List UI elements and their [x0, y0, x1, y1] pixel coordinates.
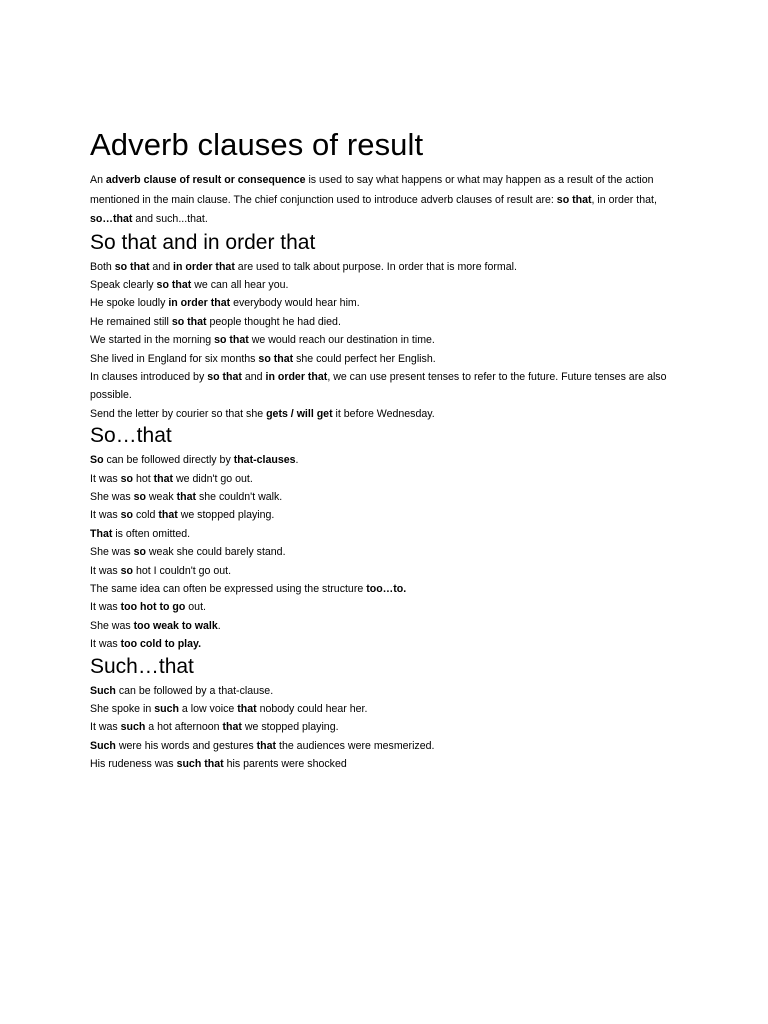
- bold-text: that: [153, 472, 174, 485]
- bold-text: so that: [156, 278, 192, 291]
- text-run: out.: [185, 601, 206, 614]
- text-run: were his words and gestures: [115, 739, 257, 752]
- example-line: [90, 368, 680, 405]
- text-run: Both: [90, 260, 115, 273]
- text-run: hot: [133, 472, 154, 485]
- bold-text: so: [120, 564, 133, 577]
- example-line: [90, 617, 680, 635]
- bold-text: in order that: [173, 260, 235, 273]
- text-run: and such...that.: [132, 213, 208, 225]
- text-run: and: [149, 260, 174, 273]
- text-run: In clauses introduced by: [90, 370, 208, 383]
- text-run: she couldn't walk.: [196, 490, 283, 503]
- text-run: hot I couldn't go out.: [133, 564, 232, 577]
- text-run: the audiences were mesmerized.: [276, 739, 435, 752]
- page-title: Adverb clauses of result: [90, 127, 424, 162]
- bold-text: so: [133, 546, 146, 559]
- text-run: can be followed directly by: [103, 454, 234, 467]
- text-run: a low voice: [178, 703, 238, 716]
- text-run: are used to talk about purpose. In order that is more formal.: [234, 260, 517, 273]
- example-line: [90, 580, 680, 598]
- text-run: He spoke loudly: [90, 297, 169, 310]
- bold-text: such: [154, 703, 179, 716]
- bold-text: that: [222, 721, 242, 734]
- sections-container: [90, 230, 680, 774]
- text-run: It was: [90, 509, 121, 522]
- text-run: we stopped playing.: [241, 721, 339, 734]
- text-run: It was: [90, 638, 121, 651]
- text-run: His rudeness was: [90, 758, 177, 771]
- bold-text: in order that: [168, 297, 231, 310]
- bold-text: Such: [90, 684, 116, 697]
- example-line: [90, 718, 680, 736]
- bold-text: so that: [258, 352, 294, 365]
- example-line: [90, 506, 680, 524]
- example-line: [90, 350, 680, 368]
- bold-text: such: [120, 721, 146, 734]
- example-line: [90, 470, 680, 488]
- text-run: is used to say what happens or what may happen as a result of the action mentioned in the main clause. The chief conjunction used to introduce adverb clauses of result are:: [90, 174, 654, 206]
- text-run: cold: [133, 509, 159, 522]
- text-run: She was: [90, 619, 134, 632]
- example-line: [90, 405, 680, 423]
- text-run: She spoke in: [90, 703, 155, 716]
- bold-text: so…that: [90, 213, 133, 225]
- text-run: everybody would hear him.: [230, 297, 360, 310]
- intro-paragraph: [90, 171, 680, 230]
- text-run: Send the letter by courier so that she: [90, 407, 267, 420]
- text-run: Speak clearly: [90, 278, 157, 291]
- example-line: [90, 700, 680, 718]
- bold-text: adverb clause of result or consequence: [105, 174, 306, 186]
- text-run: people thought he had died.: [206, 315, 341, 328]
- bold-text: So: [90, 454, 104, 467]
- text-run: is often omitted.: [112, 527, 191, 540]
- document-page: [90, 125, 680, 774]
- text-run: She was: [90, 490, 134, 503]
- text-run: We started in the morning: [90, 334, 215, 347]
- bold-text: that-clauses: [233, 454, 296, 467]
- bold-text: so that: [114, 260, 150, 273]
- section-heading: Such…that: [90, 654, 194, 678]
- bold-text: so that: [207, 370, 242, 383]
- text-run: She lived in England for six months: [90, 352, 259, 365]
- bold-text: that: [176, 490, 196, 503]
- text-run: and: [241, 370, 266, 383]
- example-line: [90, 331, 680, 349]
- text-run: It was: [90, 564, 121, 577]
- text-run: , in order that,: [591, 193, 657, 206]
- section-heading: So that and in order that: [90, 230, 316, 254]
- text-run: we didn't go out.: [173, 472, 253, 485]
- example-line: [90, 488, 680, 506]
- example-line: [90, 294, 680, 312]
- bold-text: that: [237, 703, 257, 716]
- example-line: [90, 562, 680, 580]
- text-run: can be followed by a that-clause.: [115, 684, 274, 697]
- text-run: It was: [90, 721, 121, 734]
- bold-text: gets / will get: [266, 407, 333, 420]
- bold-text: so: [120, 472, 133, 485]
- example-line: [90, 682, 680, 700]
- section-heading: So…that: [90, 424, 172, 448]
- bold-text: so: [120, 509, 133, 522]
- text-run: , we can use present tenses to refer to the future. Future tenses are also possible.: [90, 370, 667, 402]
- example-line: [90, 525, 680, 543]
- bold-text: too weak to walk: [133, 619, 218, 632]
- bold-text: so: [133, 490, 146, 503]
- text-run: we stopped playing.: [177, 509, 275, 522]
- bold-text: so that: [171, 315, 207, 328]
- text-run: She was: [90, 546, 134, 559]
- example-line: [90, 451, 680, 469]
- example-line: [90, 276, 680, 294]
- bold-text: Such: [90, 739, 116, 752]
- example-line: [90, 635, 680, 653]
- text-run: weak: [145, 490, 177, 503]
- example-line: [90, 755, 680, 773]
- bold-text: that: [158, 509, 178, 522]
- text-run: .: [295, 454, 299, 467]
- bold-text: such that: [176, 758, 224, 771]
- text-run: his parents were shocked: [223, 758, 347, 771]
- text-run: He remained still: [90, 315, 172, 328]
- text-run: a hot afternoon: [145, 721, 223, 734]
- text-run: .: [217, 619, 221, 632]
- example-line: [90, 737, 680, 755]
- bold-text: that: [256, 739, 277, 752]
- text-run: we can all hear you.: [191, 278, 289, 291]
- example-line: [90, 543, 680, 561]
- text-run: It was: [90, 601, 121, 614]
- bold-text: in order that: [265, 370, 328, 383]
- example-line: [90, 598, 680, 616]
- bold-text: That: [90, 527, 113, 540]
- text-run: weak she could barely stand.: [145, 546, 286, 559]
- text-run: It was: [90, 472, 121, 485]
- text-run: nobody could hear her.: [256, 703, 368, 716]
- bold-text: so that: [556, 193, 592, 206]
- text-run: The same idea can often be expressed using the structure: [90, 583, 367, 595]
- example-line: [90, 258, 680, 276]
- bold-text: so that: [214, 334, 249, 347]
- bold-text: too cold to play.: [120, 638, 202, 651]
- bold-text: too hot to go: [120, 601, 186, 614]
- text-run: we would reach our destination in time.: [248, 334, 435, 347]
- bold-text: too…to.: [366, 583, 407, 595]
- text-run: she could perfect her English.: [293, 352, 436, 365]
- example-line: [90, 313, 680, 331]
- text-run: it before Wednesday.: [332, 407, 435, 420]
- text-run: An: [90, 174, 106, 186]
